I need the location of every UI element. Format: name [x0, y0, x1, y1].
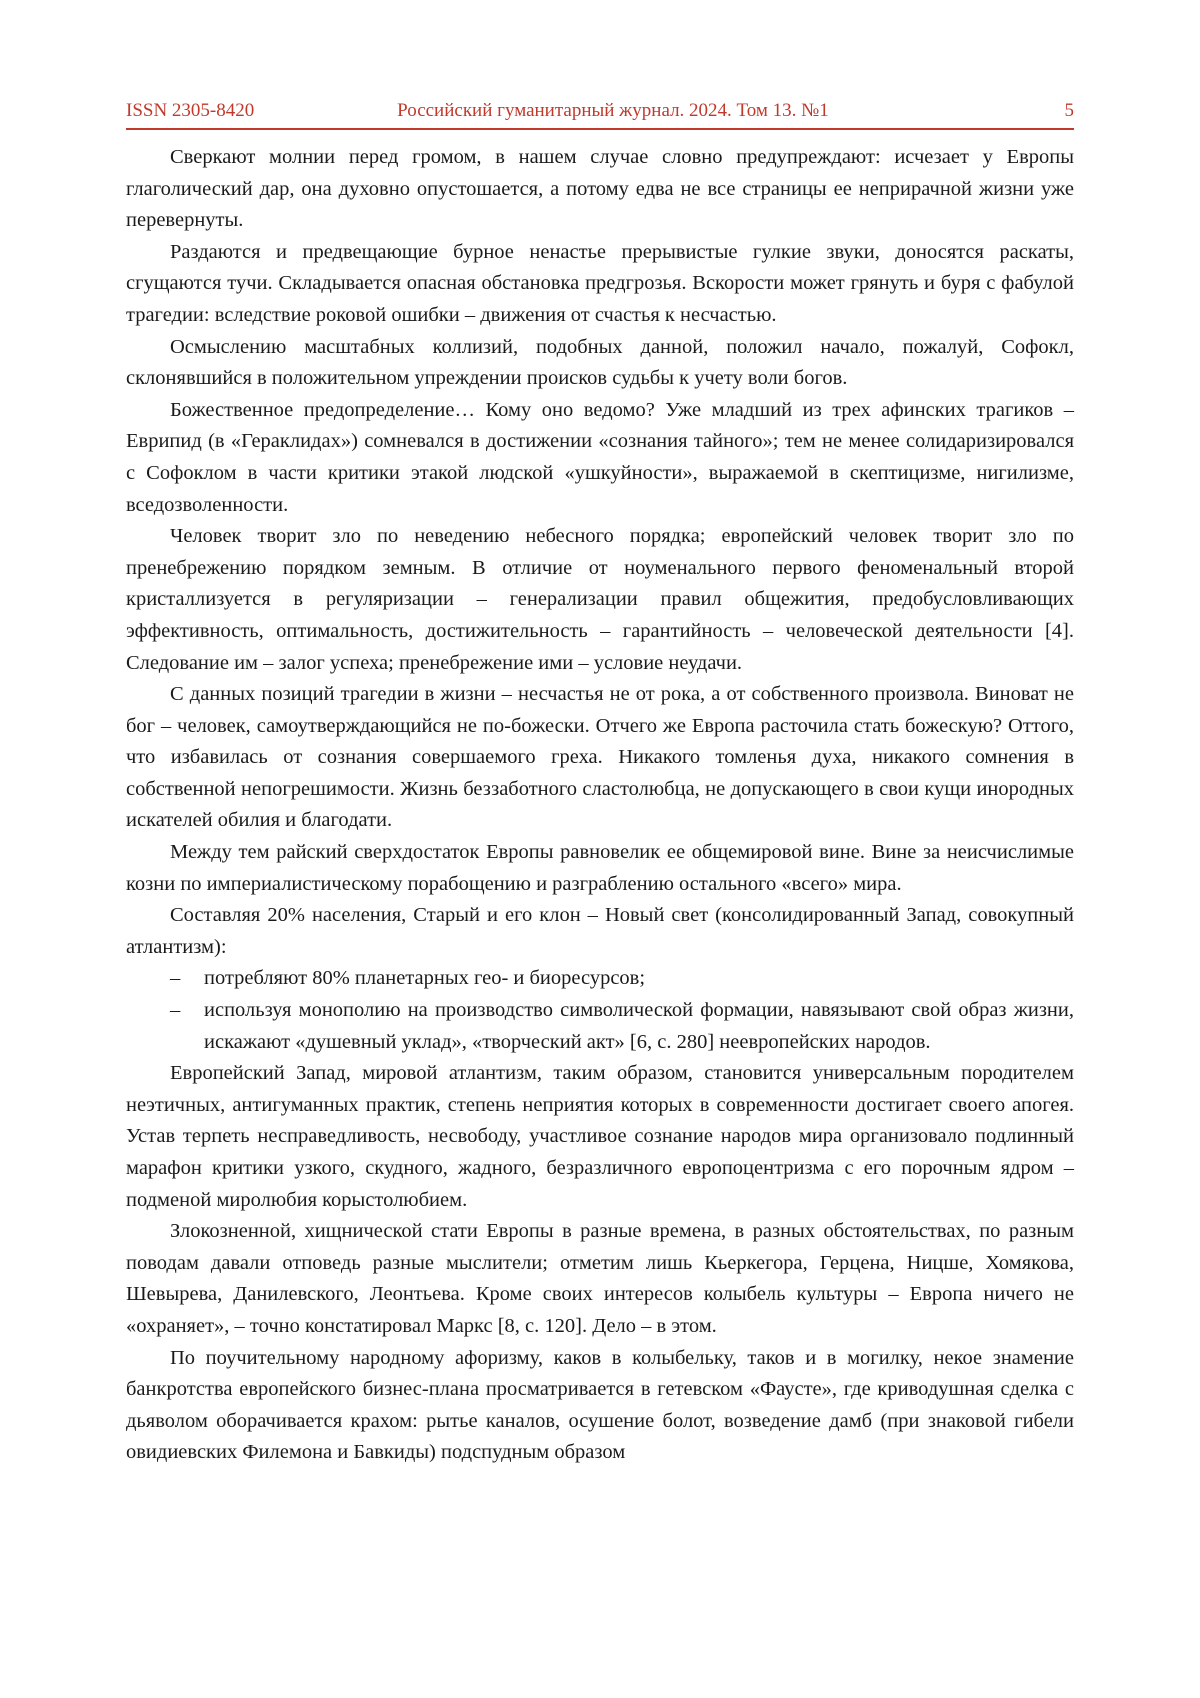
issn-label: ISSN 2305-8420 — [126, 100, 255, 121]
article-body — [126, 142, 1074, 1469]
paragraph: По поучительному народному афоризму, каков в колыбельку, таков и в могилку, некое знамение банкротства европейского бизнес-плана просматривается в гетевском «Фаусте», где криводушная сделка с дьяволом оборачивается крахом: рытье каналов, осушение болот, возведение дамб (при знаковой гибели овидиевских Филемона и Бавкиды) подспудным образом — [126, 1346, 1074, 1464]
list-dash: – — [170, 999, 181, 1022]
paragraph: С данных позиций трагедии в жизни – несчастья не от рока, а от собственного произвола. Виноват не бог – человек, самоутверждающийся не по-божески. Отчего же Европа расточила стать божескую? Оттого, что избавилась от сознания совершаемого греха. Никакого томленья духа, никакого сомнения в собственной непогрешимости. Жизнь беззаботного сластолюбца, не допускающего в свои кущи инородных искателей обилия и благодати. — [126, 683, 1074, 832]
paragraph: Злокозненной, хищнической стати Европы в разные времена, в разных обстоятельствах, по разным поводам давали отповедь разные мыслители; отметим лишь Кьеркегора, Герцена, Ницше, Хомякова, Шевырева, Данилевского, Леонтьева. Кроме своих интересов колыбель культуры – Европа ничего не «охраняет», – точно констатировал Маркс [8, с. 120]. Дело – в этом. — [126, 1220, 1074, 1337]
list-dash: – — [170, 967, 181, 990]
list-item — [126, 963, 1074, 995]
list-item — [126, 995, 1074, 1058]
list-item-text: потребляют 80% планетарных гео- и биоресурсов; — [204, 967, 646, 990]
paragraph: Составляя 20% населения, Старый и его клон – Новый свет (консолидированный Запад, совокупный атлантизм): — [126, 904, 1074, 958]
running-header — [126, 92, 1074, 130]
paragraph: Осмыслению масштабных коллизий, подобных данной, положил начало, пожалуй, Софокл, склонявшийся в положительном упреждении происков судьбы к учету воли богов. — [126, 335, 1074, 390]
paragraph: Европейский Запад, мировой атлантизм, таким образом, становится универсальным породителем неэтичных, антигуманных практик, степень неприятия которых в современности достигает своего апогея. Устав терпеть несправедливость, несвободу, участливое сознание народов мира организовало подлинный марафон критики узкого, скудного, жадного, безразличного европоцентризма с его порочным ядром – подменой миролюбия корыстолюбием. — [126, 1062, 1074, 1211]
page-number: 5 — [1064, 100, 1074, 121]
paragraph: Между тем райский сверхдостаток Европы равновелик ее общемировой вине. Вине за неисчислимые козни по империалистическому порабощению и разграблению остального «всего» мира. — [126, 841, 1074, 895]
list-item-text: используя монополию на производство символической формации, навязывают свой образ жизни, искажают «душевный уклад», «творческий акт» [6, с. 280] неевропейских народов. — [204, 999, 1074, 1053]
paragraph: Сверкают молнии перед громом, в нашем случае словно предупреждают: исчезает у Европы глаголический дар, она духовно опустошается, а потому едва не все страницы ее неприрачной жизни уже перевернуты. — [126, 146, 1074, 232]
paragraph: Человек творит зло по неведению небесного порядка; европейский человек творит зло по пренебрежению порядком земным. В отличие от ноуменального первого феноменальный второй кристаллизуется в регуляризации – генерализации правил общежития, предобусловливающих эффективность, оптимальность, достижительность – гарантийность – человеческой деятельности [4]. Следование им – залог успеха; пренебрежение ими – условие неудачи. — [126, 525, 1074, 674]
bullet-list — [126, 963, 1074, 1058]
journal-title: Российский гуманитарный журнал. 2024. Том 13. №1 — [397, 100, 829, 121]
paragraph: Божественное предопределение… Кому оно ведомо? Уже младший из трех афинских трагиков – Еврипид (в «Гераклидах») сомневался в достижении «сознания тайного»; тем не менее солидаризировался с Софоклом в части критики этакой людской «ушкуйности», выражаемой в скептицизме, нигилизме, вседозволенности. — [126, 398, 1074, 516]
paragraph: Раздаются и предвещающие бурное ненастье прерывистые гулкие звуки, доносятся раскаты, сгущаются тучи. Складывается опасная обстановка предгрозья. Вскорости может грянуть и буря с фабулой трагедии: вследствие роковой ошибки – движения от счастья к несчастью. — [126, 240, 1074, 326]
